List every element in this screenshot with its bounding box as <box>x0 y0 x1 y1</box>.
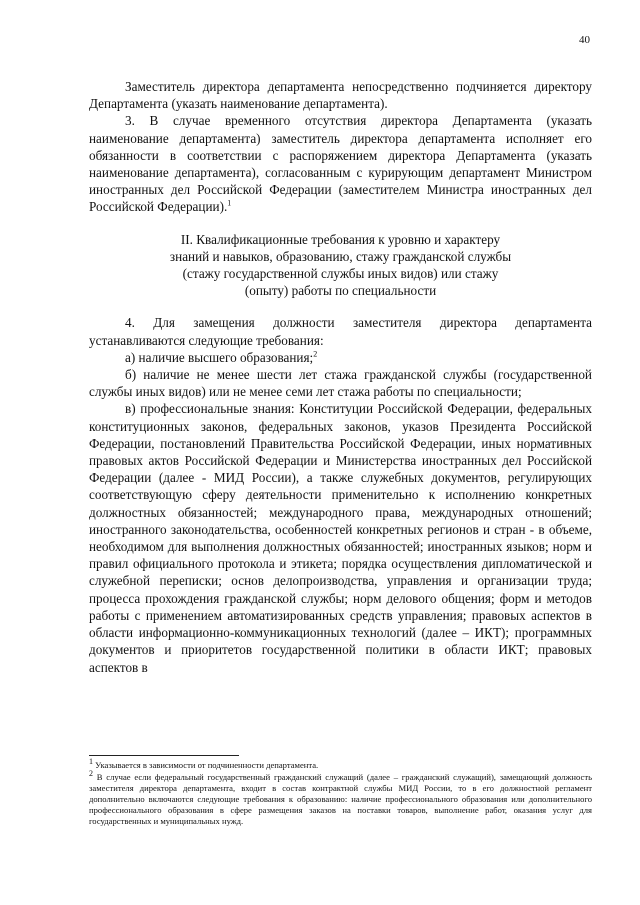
footnote-text: В случае если федеральный государственный гражданский служащий (далее – гражданский служащий), замещающий должность заместителя директора департамента, входит в состав контрактной службы МИД России, то в его должностной регламент дополнительно включаются следующие требования к образованию: наличие профессионального образования или дополнительного профессионального образования в сфере размещения заказов на поставки товаров, выполнение работ, оказания услуг для государственных и муниципальных нужд. <box>89 772 592 826</box>
paragraph-4-requirements: 4. Для замещения должности заместителя директора департамента устанавливаются следующие требования: <box>89 315 592 348</box>
document-body <box>89 78 592 676</box>
footnote-mark: 1 <box>89 757 93 767</box>
page-number: 40 <box>579 34 590 46</box>
footnote-2 <box>89 769 592 827</box>
paragraph-a-text: а) наличие высшего образования; <box>125 349 314 365</box>
footnote-1 <box>89 757 592 771</box>
heading-line: (стажу государственной службы иных видов) или стажу <box>182 266 499 282</box>
paragraph-v-knowledge: в) профессиональные знания: Конституции Российской Федерации, федеральных конституционных законов, федеральных законов, указов Президента Российской Федерации, постановлений Правительства Российской Федерации, иных нормативных правовых актов Российской Федерации и Министерства иностранных дел Российской Федерации (далее - МИД России), а также служебных документов, регулирующих соответствующую сферу деятельности применительно к исполнению конкретных должностных обязанностей; международного права, международных отношений; иностранного законодательства, особенностей конкретных регионов и стран - в объеме, необходимом для выполнения должностных обязанностей; иностранных языков; норм и правил официального протокола и этикета; порядка осуществления дипломатической и служебной переписки; основ делопроизводства, управления и организации труда; процесса прохождения гражданской службы; норм делового общения; форм и методов работы с применением автоматизированных средств управления; правовых аспектов в области информационно-коммуникационных технологий (далее – ИКТ); программных документов и приоритетов государственной политики в области ИКТ; правовых аспектов в <box>89 401 592 675</box>
paragraph-3-temporary-absence <box>89 112 592 215</box>
footnote-text: Указывается в зависимости от подчиненности департамента. <box>93 760 319 770</box>
section-heading <box>89 231 592 300</box>
paragraph-3-text: 3. В случае временного отсутствия директора Департамента (указать наименование департамента) заместитель директора департамента исполняет его обязанности в соответствии с распоряжением директора Департамента (указать наименование департамента), согласованным с курирующим департамент Министром иностранных дел Российской Федерации (заместителем Министра иностранных дел Российской Федерации). <box>89 113 592 215</box>
footnote-mark: 2 <box>89 769 93 779</box>
paragraph-deputy-subordination: Заместитель директора департамента непосредственно подчиняется директору Департамента (указать наименование департамента). <box>89 79 592 112</box>
footnote-ref-2[interactable]: 2 <box>313 349 318 359</box>
heading-line: (опыту) работы по специальности <box>244 283 437 299</box>
footnote-divider <box>89 755 239 756</box>
heading-line: знаний и навыков, образованию, стажу гражданской службы <box>169 248 512 264</box>
footnotes <box>89 757 592 827</box>
paragraph-a-education <box>89 349 592 366</box>
heading-line: II. Квалификационные требования к уровню и характеру <box>180 231 501 247</box>
paragraph-b-experience: б) наличие не менее шести лет стажа гражданской службы (государственной службы иных видов) или не менее семи лет стажа работы по специальности; <box>89 367 592 400</box>
footnote-ref-1[interactable]: 1 <box>227 199 232 209</box>
